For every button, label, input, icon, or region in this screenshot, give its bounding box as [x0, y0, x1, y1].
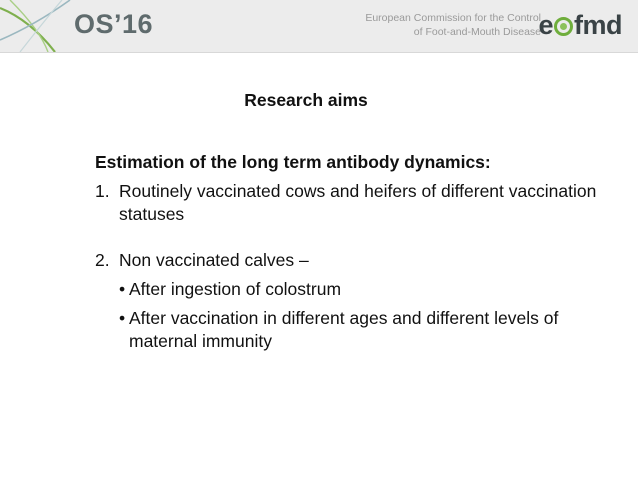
- bullet-text: After ingestion of colostrum: [129, 279, 342, 299]
- header-banner: [0, 0, 638, 52]
- item-number: 2.: [95, 250, 110, 270]
- logo-suffix: fmd: [574, 10, 622, 40]
- sub-bullet-item: [119, 278, 615, 301]
- organization-line-2: of Foot-and-Mouth Disease: [413, 26, 541, 38]
- bullet-text: After vaccination in different ages and different levels of maternal immunity: [129, 308, 559, 351]
- list-item: [95, 249, 615, 272]
- logo-prefix: e: [538, 10, 553, 40]
- event-label: OS’16: [74, 9, 154, 39]
- slide-body: [95, 151, 615, 359]
- organization-name: [301, 11, 541, 39]
- sub-bullet-list: [95, 278, 615, 353]
- organization-line-1: European Commission for the Control: [365, 12, 541, 24]
- list-item: [95, 180, 615, 226]
- logo-globe-icon: [554, 17, 573, 36]
- slide-title: Research aims: [244, 90, 368, 110]
- item-text: Routinely vaccinated cows and heifers of different vaccination statuses: [119, 181, 597, 224]
- bullet-mark: •: [119, 308, 126, 328]
- eufmd-logo: [538, 10, 622, 41]
- header-divider: [0, 52, 638, 53]
- bullet-mark: •: [119, 279, 126, 299]
- item-number: 1.: [95, 181, 110, 201]
- sub-bullet-item: [119, 307, 615, 353]
- item-text: Non vaccinated calves –: [119, 250, 309, 270]
- intro-text: Estimation of the long term antibody dynamics:: [95, 152, 491, 172]
